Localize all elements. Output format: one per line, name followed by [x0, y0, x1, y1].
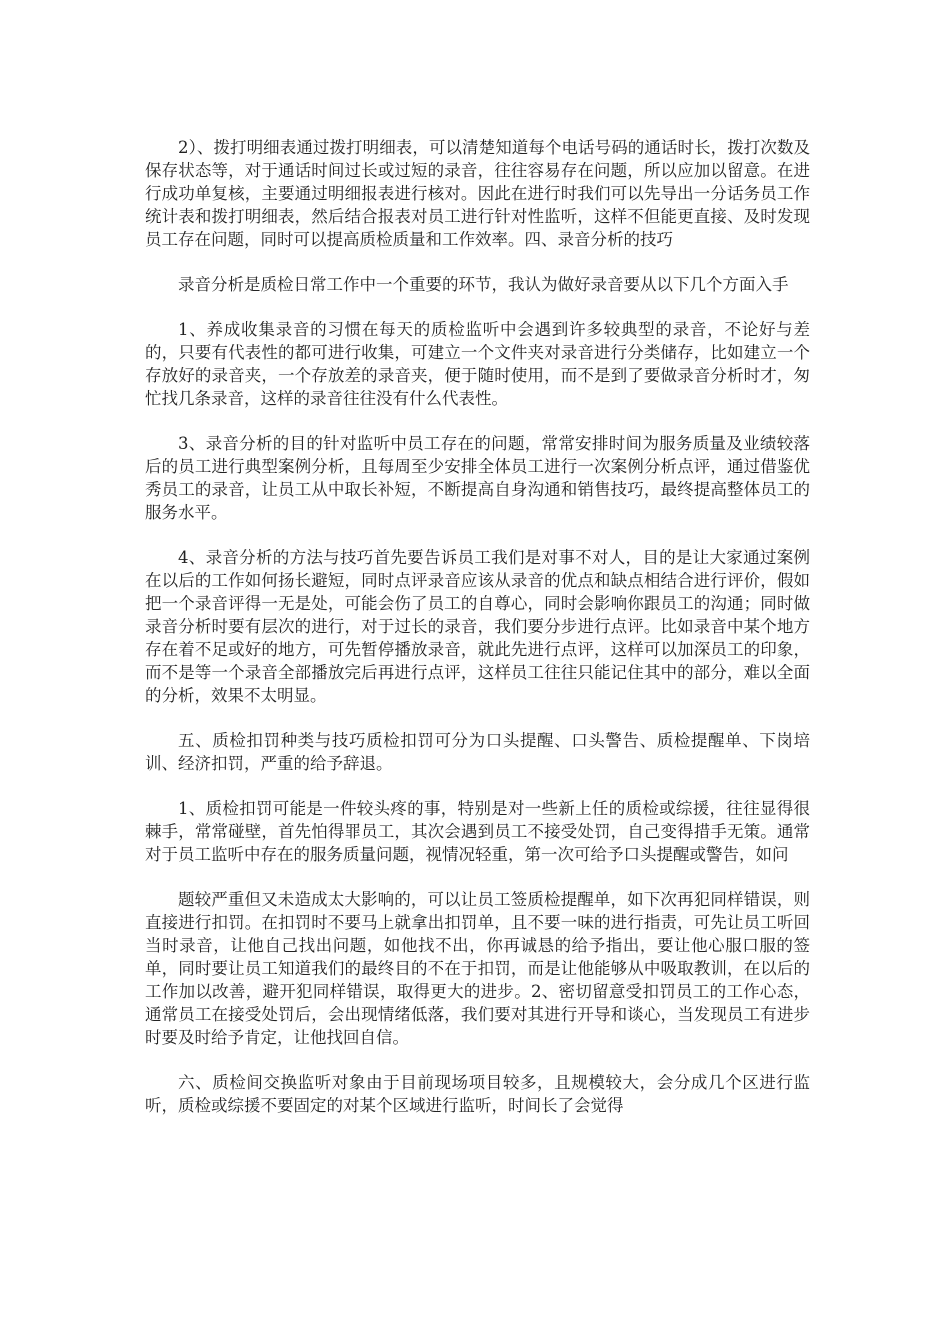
paragraph-penalty-process: 题较严重但又未造成太大影响的，可以让员工签质检提醒单，如下次再犯同样错误，则直接进行扣罚。在扣罚时不要马上就拿出扣罚单，且不要一味的进行指责，可先让员工听回当时录音，让他自己找出问题，如他找不出，你再诚恳的给予指出，要让他心服口服的签单，同时要让员工知道我们的最终目的不在于扣罚，而是让他能够从中吸取教训，在以后的工作加以改善，避开犯同样错误，取得更大的进步。2、密切留意受扣罚员工的工作心态，通常员工在接受处罚后，会出现情绪低落，我们要对其进行开导和谈心，当发现员工有进步时要及时给予肯定，让他找回自信。 — [145, 890, 810, 1047]
document-body — [145, 136, 810, 1139]
paragraph-penalty-difficulty: 1、质检扣罚可能是一件较头疼的事，特别是对一些新上任的质检或综援，往往显得很棘手，常常碰壁，首先怕得罪员工，其次会遇到员工不接受处罚，自己变得措手无策。通常对于员工监听中存在的服务质量问题，视情况轻重，第一次可给予口头提醒或警告，如问 — [145, 799, 810, 864]
paragraph-recording-analysis-intro: 录音分析是质检日常工作中一个重要的环节，我认为做好录音要从以下几个方面入手 — [178, 275, 789, 294]
paragraph-monitor-rotation: 六、质检间交换监听对象由于目前现场项目较多，且规模较大，会分成几个区进行监听，质检或综援不要固定的对某个区域进行监听，时间长了会觉得 — [145, 1073, 810, 1115]
paragraph-analysis-purpose: 3、录音分析的目的针对监听中员工存在的问题，常常安排时间为服务质量及业绩较落后的员工进行典型案例分析，且每周至少安排全体员工进行一次案例分析点评，通过借鉴优秀员工的录音，让员工从中取长补短，不断提高自身沟通和销售技巧，最终提高整体员工的服务水平。 — [145, 434, 810, 522]
paragraph-collect-recordings: 1、养成收集录音的习惯在每天的质检监听中会遇到许多较典型的录音，不论好与差的，只要有代表性的都可进行收集，可建立一个文件夹对录音进行分类储存，比如建立一个存放好的录音夹，一个存放差的录音夹，便于随时使用，而不是到了要做录音分析时才，匆忙找几条录音，这样的录音往往没有什么代表性。 — [145, 320, 810, 408]
paragraph-call-detail-report: 2）、拨打明细表通过拨打明细表，可以清楚知道每个电话号码的通话时长，拨打次数及保存状态等，对于通话时间过长或过短的录音，往往容易存在问题，所以应加以留意。在进行成功单复核，主要通过明细报表进行核对。因此在进行时我们可以先导出一分话务员工作统计表和拨打明细表，然后结合报表对员工进行针对性监听，这样不但能更直接、及时发现员工存在问题，同时可以提高质检质量和工作效率。四、录音分析的技巧 — [145, 138, 810, 249]
paragraph-analysis-methods: 4、录音分析的方法与技巧首先要告诉员工我们是对事不对人，目的是让大家通过案例在以后的工作如何扬长避短，同时点评录音应该从录音的优点和缺点相结合进行评价，假如把一个录音评得一无是处，可能会伤了员工的自尊心，同时会影响你跟员工的沟通；同时做录音分析时要有层次的进行，对于过长的录音，我们要分步进行点评。比如录音中某个地方存在着不足或好的地方，可先暂停播放录音，就此先进行点评，这样可以加深员工的印象，而不是等一个录音全部播放完后再进行点评，这样员工往往只能记住其中的部分，难以全面的分析，效果不太明显。 — [145, 548, 810, 705]
paragraph-penalty-types: 五、质检扣罚种类与技巧质检扣罚可分为口头提醒、口头警告、质检提醒单、下岗培训、经济扣罚，严重的给予辞退。 — [145, 731, 810, 773]
